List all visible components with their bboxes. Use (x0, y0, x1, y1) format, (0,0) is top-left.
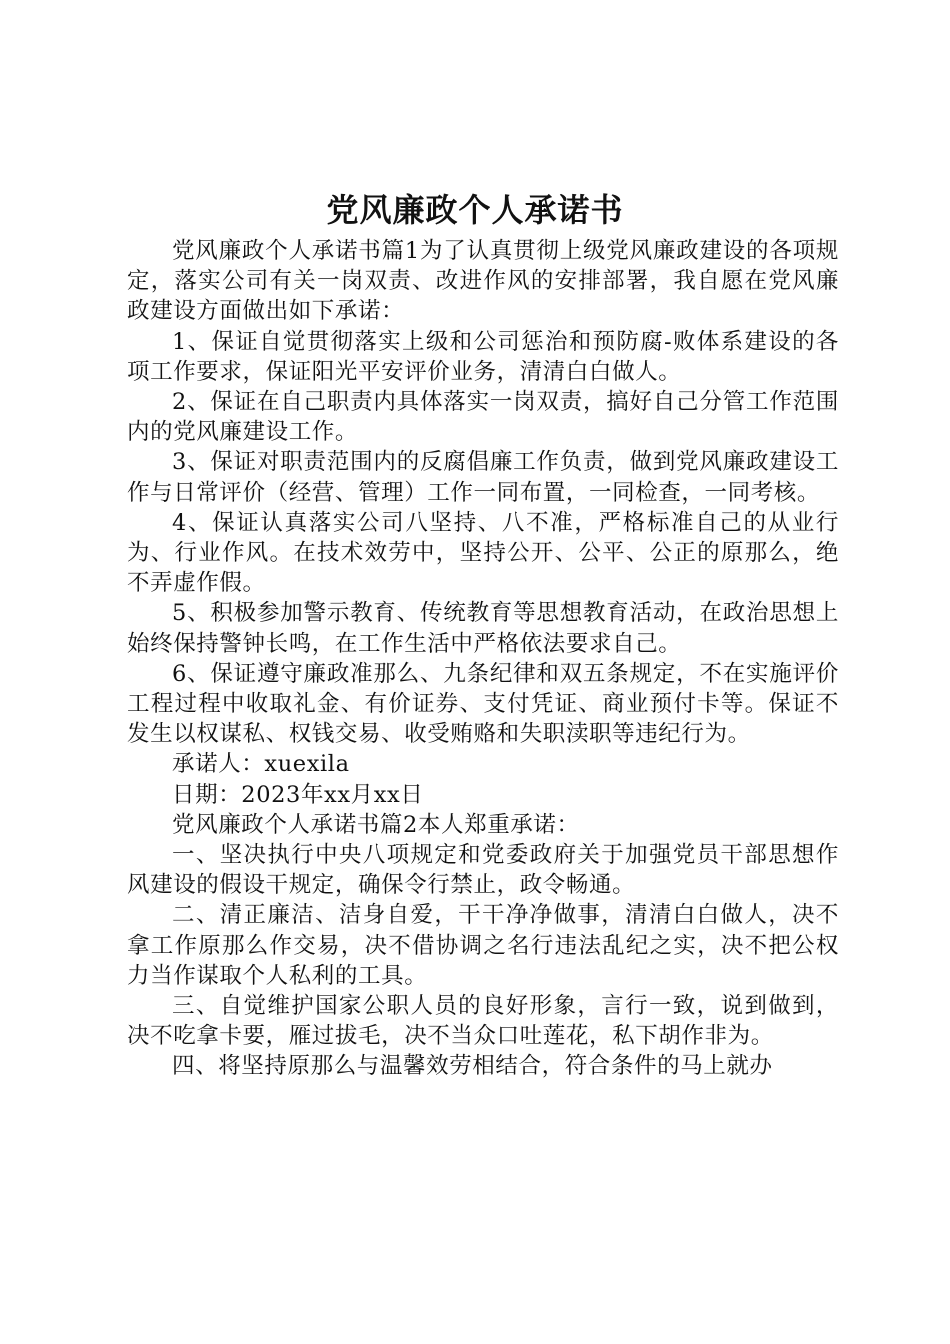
second-pledge-intro: 党风廉政个人承诺书篇2本人郑重承诺： (172, 811, 580, 838)
pledge-item-1: 1、保证自觉贯彻落实上级和公司惩治和预防腐-败体系建设的各项工作要求，保证阳光平安评价业务，清清白白做人。 (127, 328, 839, 385)
pledge-item-3: 3、保证对职责范围内的反腐倡廉工作负责，做到党风廉政建设工作与日常评价（经营、管理）工作一同布置，一同检查，一同考核。 (127, 449, 839, 506)
date-line: 日期：2023年xx月xx日 (172, 781, 424, 808)
signatory-line: 承诺人：xuexila (172, 751, 350, 778)
intro-paragraph: 党风廉政个人承诺书篇1为了认真贯彻上级党风廉政建设的各项规定，落实公司有关一岗双责、改进作风的安排部署，我自愿在党风廉政建设方面做出如下承诺： (127, 238, 839, 325)
second-pledge-item-4: 四、将坚持原那么与温馨效劳相结合，符合条件的马上就办 (172, 1053, 773, 1080)
document-title: 党风廉政个人承诺书 (326, 191, 624, 229)
second-pledge-item-1: 一、坚决执行中央八项规定和党委政府关于加强党员干部思想作风建设的假设干规定，确保令行禁止，政令畅通。 (127, 842, 839, 899)
pledge-item-4: 4、保证认真落实公司八坚持、八不准，严格标准自己的从业行为、行业作风。在技术效劳中，坚持公开、公平、公正的原那么，绝不弄虚作假。 (127, 509, 839, 597)
second-pledge-item-3: 三、自觉维护国家公职人员的良好形象，言行一致，说到做到，决不吃拿卡要，雁过拔毛，决不当众口吐莲花，私下胡作非为。 (127, 993, 839, 1050)
pledge-item-6: 6、保证遵守廉政准那么、九条纪律和双五条规定，不在实施评价工程过程中收取礼金、有价证券、支付凭证、商业预付卡等。保证不发生以权谋私、权钱交易、收受贿赂和失职渎职等违纪行为。 (127, 660, 839, 748)
pledge-item-5: 5、积极参加警示教育、传统教育等思想教育活动，在政治思想上始终保持警钟长鸣，在工作生活中严格依法要求自己。 (127, 600, 839, 657)
second-pledge-item-2: 二、清正廉洁、洁身自爱，干干净净做事，清清白白做人，决不拿工作原那么作交易，决不借协调之名行违法乱纪之实，决不把公权力当作谋取个人私利的工具。 (127, 902, 839, 989)
document-body (127, 236, 839, 1082)
pledge-item-2: 2、保证在自己职责内具体落实一岗双责，搞好自己分管工作范围内的党风廉建设工作。 (127, 389, 839, 446)
